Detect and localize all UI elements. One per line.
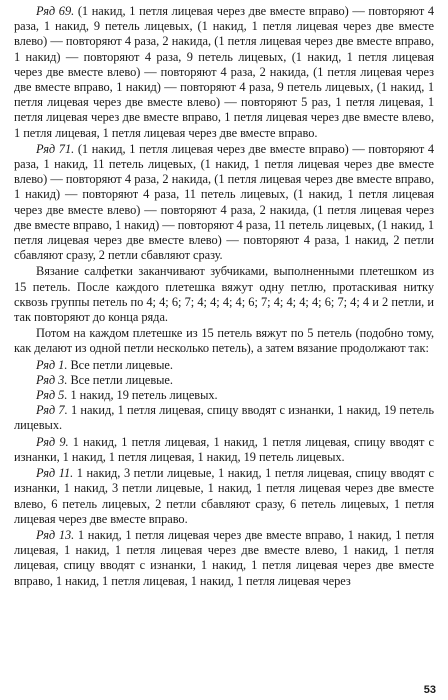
- paragraph-text: Потом на каждом плетешке из 15 петель вяжут по 5 петель (подобно тому, как делают из одной петли несколько петель), а затем вязание продолжают так:: [14, 326, 434, 356]
- paragraph-text: 1 накид, 3 петли лицевые, 1 накид, 1 петля лицевая, спицу вводят с изнанки, 1 накид, 3 петли лицевые, 1 накид, 1 петля лицевая через две вместе влево, 6 петель лицевых, 2 петли сбавляют сразу, 6 петель лицевых, 1 петля лицевая через две вместе вправо.: [14, 466, 434, 526]
- paragraph-text: 1 накид, 1 петля лицевая, спицу вводят с изнанки, 1 накид, 19 петель лицевых.: [14, 403, 434, 433]
- paragraph: [14, 435, 434, 465]
- paragraph: [14, 358, 434, 373]
- row-label: Ряд 9.: [36, 434, 69, 449]
- paragraph: [14, 388, 434, 403]
- paragraph: [14, 264, 434, 325]
- row-label: Ряд 71.: [36, 141, 75, 156]
- row-label: Ряд 13.: [36, 527, 75, 542]
- row-label: Ряд 7.: [36, 403, 68, 418]
- paragraph-text: 1 накид, 1 петля лицевая, 1 накид, 1 петля лицевая, спицу вводят с изнанки, 1 накид, 1 петля лицевая, 1 накид, 19 петель лицевых.: [14, 434, 434, 464]
- paragraph-text: Все петли лицевые.: [67, 372, 173, 387]
- row-label: Ряд 5.: [36, 388, 68, 403]
- paragraph-text: (1 накид, 1 петля лицевая через две вместе вправо) — повторяют 4 раза, 1 накид, 9 петель лицевых, (1 накид, 1 петля лицевая через две вместе влево) — повторяют 4 раза, 2 накида, (1 петля лицевая через две вместе вправо, 1 накид) — повторяют 4 раза, 9 петель лицевых, (1 накид, 1 петля лицевая через две вместе влево) — повторяют 4 раза, 2 накида, (1 петля лицевая через две вместе вправо, 1 накид) — повторяют 4 раза, 9 петель лицевых, (1 накид, 1 петля лицевая через две вместе влево) — повторяют 5 раз, 1 петля лицевая, 1 петля лицевая через две вместе вправо, 1 петля лицевая через две вместе влево, 1 петля лицевая, 1 петля лицевая через две вместе вправо.: [14, 4, 434, 140]
- paragraph-text: Вязание салфетки заканчивают зубчиками, выполненными плетешком из 15 петель. После каждого плетешка вяжут одну петлю, протаскивая нитку сквозь группы петель по 4; 4; 6; 7; 4; 4; 4; 4; 6; 7; 4; 4; 4; 4; 6; 7; 4; 4 и 2 петли, и так повторяют до конца ряда.: [14, 264, 434, 325]
- row-label: Ряд 69.: [36, 4, 75, 18]
- paragraph-text: (1 накид, 1 петля лицевая через две вместе вправо) — повторяют 4 раза, 1 накид, 11 петель лицевых, (1 накид, 1 петля лицевая через две вместе влево) — повторяют 4 раза, 2 накида, (1 петля лицевая через две вместе вправо, 1 накид) — повторяют 4 раза, 11 петель лицевых, (1 накид, 1 петля лицевая через две вместе влево) — повторяют 4 раза, 2 накида, (1 петля лицевая через две вместе вправо, 1 накид) — повторяют 4 раза, 11 петель лицевых, (1 накид, 1 петля лицевая через две вместе влево) — повторяют 4 раза, 1 накид, 2 петли сбавляют сразу, 2 петли сбавляют сразу.: [14, 141, 434, 263]
- row-label: Ряд 1.: [36, 357, 68, 372]
- paragraph: [14, 142, 434, 264]
- paragraph-text: 1 накид, 1 петля лицевая через две вместе вправо, 1 накид, 1 петля лицевая, 1 накид, 1 петля лицевая через две вместе влево, 1 накид, 1 петля лицевая, спицу вводят с изнанки, 1 накид, 1 петля лицевая через две вместе вправо, 1 накид, 1 петля лицевая, 1 накид, 1 петля лицевая через: [14, 527, 434, 588]
- paragraph: [14, 4, 434, 141]
- paragraph-text: Все петли лицевые.: [67, 357, 173, 372]
- page-number: 53: [423, 684, 436, 696]
- paragraph: [14, 466, 434, 527]
- document-page: [14, 4, 434, 680]
- paragraph: [14, 403, 434, 433]
- row-label: Ряд 3.: [36, 372, 68, 387]
- text-body: [14, 4, 434, 589]
- paragraph-text: 1 накид, 19 петель лицевых.: [67, 388, 218, 403]
- paragraph: [14, 326, 434, 356]
- row-label: Ряд 11.: [36, 466, 74, 481]
- paragraph: [14, 528, 434, 589]
- paragraph: [14, 373, 434, 388]
